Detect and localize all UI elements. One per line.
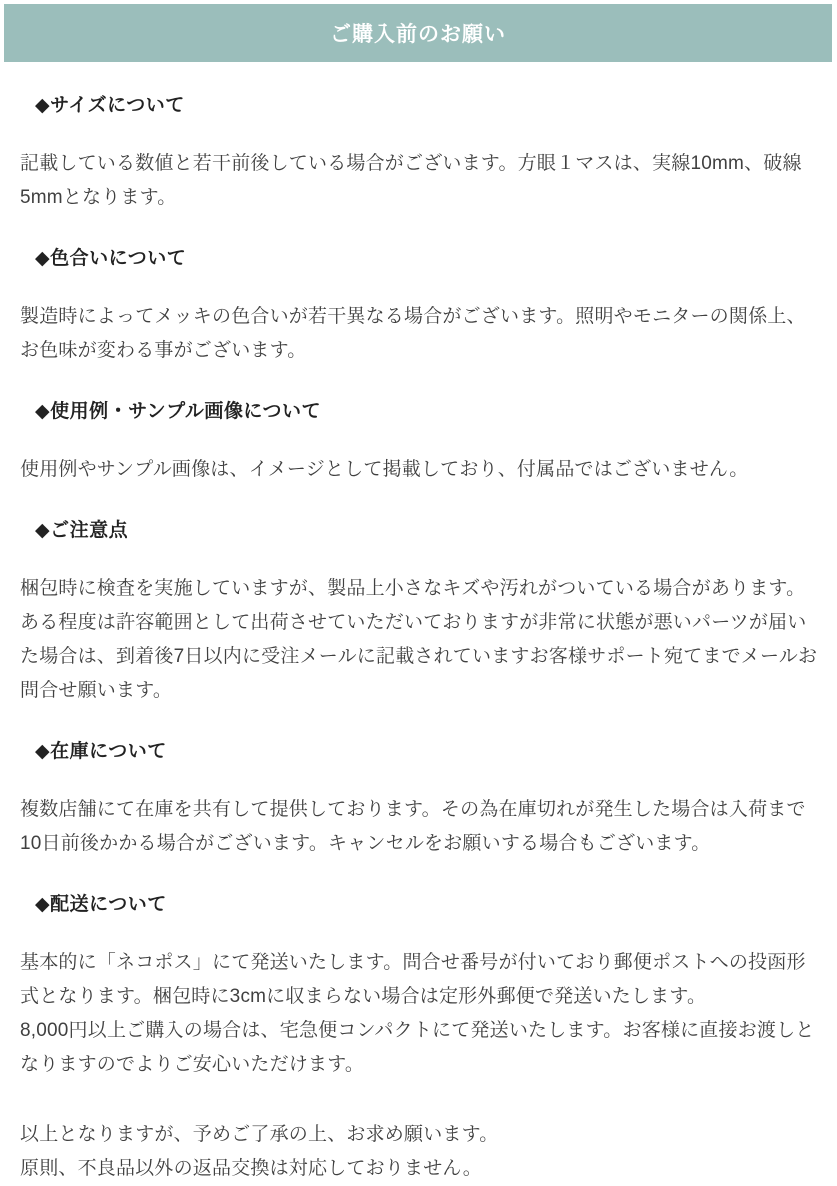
purchase-notice-page: [0, 4, 837, 1179]
section-paragraph-cautions: 梱包時に検査を実施していますが、製品上小さなキズや汚れがついている場合があります。ある程度は許容範囲として出荷させていただいておりますが非常に状態が悪いパーツが届いた場合は、到着後7日以内に受注メールに記載されていますお客様サポート宛てまでメールお問合せ願います。: [20, 578, 818, 701]
page-title: ご購入前のお願い: [330, 23, 506, 46]
section-heading-sample-images: ◆使用例・サンプル画像について: [35, 401, 322, 422]
section-heading-stock: ◆在庫について: [35, 741, 167, 762]
shipping-line-1: 基本的に「ネコポス」にて発送いたします。問合せ番号が付いており郵便ポストへの投函形式となります。梱包時に3cmに収まらない場合は定形外郵便で発送いたします。: [20, 952, 806, 1007]
notice-header-bar: [4, 4, 832, 62]
closing-line-1: 以上となりますが、予めご了承の上、お求め願います。: [20, 1124, 499, 1145]
section-paragraph-sample-images: 使用例やサンプル画像は、イメージとして掲載しており、付属品ではございません。: [20, 459, 749, 480]
section-heading-size: ◆サイズについて: [35, 95, 185, 116]
section-paragraph-shipping: [20, 946, 819, 1082]
closing-paragraph: [20, 1118, 819, 1186]
section-heading-cautions: ◆ご注意点: [35, 520, 129, 541]
section-heading-color: ◆色合いについて: [35, 248, 187, 269]
closing-line-2: 原則、不良品以外の返品交換は対応しておりません。: [20, 1158, 482, 1179]
section-heading-shipping: ◆配送について: [35, 894, 167, 915]
section-paragraph-stock: 複数店舗にて在庫を共有して提供しております。その為在庫切れが発生した場合は入荷まで10日前後かかる場合がございます。キャンセルをお願いする場合もございます。: [20, 799, 806, 854]
section-paragraph-color: 製造時によってメッキの色合いが若干異なる場合がございます。照明やモニターの関係上、お色味が変わる事がございます。: [20, 306, 806, 361]
section-paragraph-size: 記載している数値と若干前後している場合がございます。方眼１マスは、実線10mm、破線5mmとなります。: [20, 153, 802, 208]
shipping-line-2: 8,000円以上ご購入の場合は、宅急便コンパクトにて発送いたします。お客様に直接お渡しとなりますのでよりご安心いただけます。: [20, 1020, 815, 1075]
notice-content: [0, 90, 837, 1186]
